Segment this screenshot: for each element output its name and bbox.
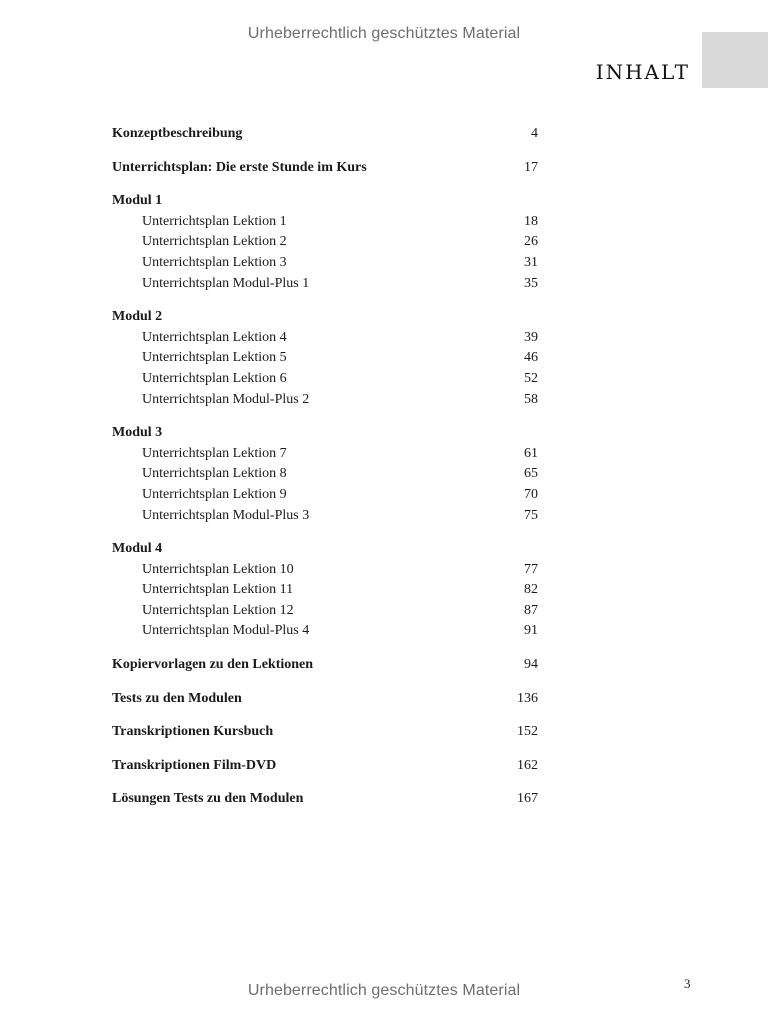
toc-sub-entry[interactable] <box>112 580 538 601</box>
chapter-tab-marker <box>702 32 768 88</box>
toc-sub-entry[interactable] <box>112 348 538 369</box>
toc-sub-entry[interactable] <box>112 621 538 642</box>
toc-entry-page: 26 <box>524 234 538 250</box>
toc-sub-entry[interactable] <box>112 506 538 527</box>
toc-entry-label: Unterrichtsplan Lektion 10 <box>142 561 294 577</box>
toc-entry-label: Kopiervorlagen zu den Lektionen <box>112 657 314 673</box>
toc-entry-page: 94 <box>524 657 538 673</box>
toc-sub-entry[interactable] <box>112 485 538 506</box>
toc-entry-page: 35 <box>524 275 538 291</box>
toc-entry-page: 65 <box>524 466 538 482</box>
toc-entry-label: Unterrichtsplan Modul-Plus 1 <box>142 275 310 291</box>
toc-entry-loesungen[interactable] <box>112 789 538 810</box>
toc-module-heading <box>112 307 538 328</box>
toc-entry-page: 167 <box>517 791 538 807</box>
toc-entry-label: Unterrichtsplan Lektion 4 <box>142 329 287 345</box>
toc-entry-label: Unterrichtsplan Lektion 1 <box>142 213 287 229</box>
toc-entry-transkriptionen-kursbuch[interactable] <box>112 722 538 743</box>
toc-sub-entry[interactable] <box>112 212 538 233</box>
toc-entry-page: 52 <box>524 370 538 386</box>
toc-entry-page: 18 <box>524 213 538 229</box>
toc-sub-entry[interactable] <box>112 274 538 295</box>
toc-entry-page: 46 <box>524 350 538 366</box>
toc-sub-entry[interactable] <box>112 369 538 390</box>
toc-entry-label: Lösungen Tests zu den Modulen <box>112 791 304 807</box>
toc-module-heading <box>112 191 538 212</box>
toc-entry-label: Unterrichtsplan: Die erste Stunde im Kurs <box>112 159 367 175</box>
toc-sub-entry[interactable] <box>112 464 538 485</box>
toc-module-heading <box>112 423 538 444</box>
toc-entry-label: Konzeptbeschreibung <box>112 126 243 141</box>
toc-sub-entry[interactable] <box>112 390 538 411</box>
copyright-watermark-bottom: Urheberrechtlich geschütztes Material <box>247 982 521 999</box>
toc-entry-label: Transkriptionen Film-DVD <box>112 757 277 773</box>
toc-entry-page: 58 <box>524 391 538 407</box>
toc-entry-page: 162 <box>517 757 538 773</box>
toc-entry-page: 70 <box>524 486 538 502</box>
toc-entry-label: Unterrichtsplan Lektion 5 <box>142 350 287 366</box>
toc-module-label: Modul 2 <box>112 309 163 325</box>
toc-entry-page: 39 <box>524 329 538 345</box>
toc-sub-entry[interactable] <box>112 328 538 349</box>
toc-entry-konzeptbeschreibung[interactable] <box>112 124 538 145</box>
toc-entry-page: 152 <box>517 724 538 740</box>
copyright-watermark-top: Urheberrechtlich geschütztes Material <box>247 25 521 42</box>
toc-module-label: Modul 3 <box>112 425 163 441</box>
toc-entry-label: Unterrichtsplan Lektion 9 <box>142 486 287 502</box>
toc-entry-label: Unterrichtsplan Lektion 12 <box>142 602 294 618</box>
toc-module-heading <box>112 539 538 560</box>
toc-entry-tests[interactable] <box>112 689 538 710</box>
toc-entry-kopiervorlagen[interactable] <box>112 655 538 676</box>
toc-sub-entry[interactable] <box>112 444 538 465</box>
toc-sub-entry[interactable] <box>112 560 538 581</box>
toc-entry-label: Tests zu den Modulen <box>112 690 242 706</box>
toc-entry-transkriptionen-film[interactable] <box>112 756 538 777</box>
toc-entry-page: 61 <box>524 445 538 461</box>
toc-sub-entry[interactable] <box>112 232 538 253</box>
toc-entry-label: Unterrichtsplan Lektion 8 <box>142 466 287 482</box>
toc-entry-page: 17 <box>524 159 538 175</box>
toc-entry-label: Unterrichtsplan Lektion 2 <box>142 234 287 250</box>
page-number: 3 <box>684 976 691 991</box>
toc-entry-page: 77 <box>524 561 538 577</box>
toc-entry-label: Unterrichtsplan Modul-Plus 4 <box>142 623 310 639</box>
toc-module-label: Modul 4 <box>112 541 163 557</box>
toc-entry-erste-stunde[interactable] <box>112 158 538 179</box>
toc-entry-page: 75 <box>524 507 538 523</box>
page-title: INHALT <box>595 60 690 84</box>
toc-entry-label: Unterrichtsplan Modul-Plus 3 <box>142 507 310 523</box>
toc-entry-label: Unterrichtsplan Lektion 7 <box>142 445 287 461</box>
toc-entry-page: 4 <box>531 126 538 141</box>
toc-entry-page: 87 <box>524 602 538 618</box>
toc-module-label: Modul 1 <box>112 193 163 209</box>
toc-entry-page: 31 <box>524 254 538 270</box>
toc-sub-entry[interactable] <box>112 601 538 622</box>
toc-entry-label: Transkriptionen Kursbuch <box>112 724 274 740</box>
toc-entry-page: 91 <box>524 623 538 639</box>
toc-sub-entry[interactable] <box>112 253 538 274</box>
table-of-contents <box>112 124 538 810</box>
toc-entry-label: Unterrichtsplan Modul-Plus 2 <box>142 391 310 407</box>
toc-entry-label: Unterrichtsplan Lektion 6 <box>142 370 287 386</box>
toc-entry-label: Unterrichtsplan Lektion 3 <box>142 254 287 270</box>
toc-entry-page: 136 <box>517 690 538 706</box>
toc-entry-page: 82 <box>524 582 538 598</box>
toc-entry-label: Unterrichtsplan Lektion 11 <box>142 582 294 598</box>
